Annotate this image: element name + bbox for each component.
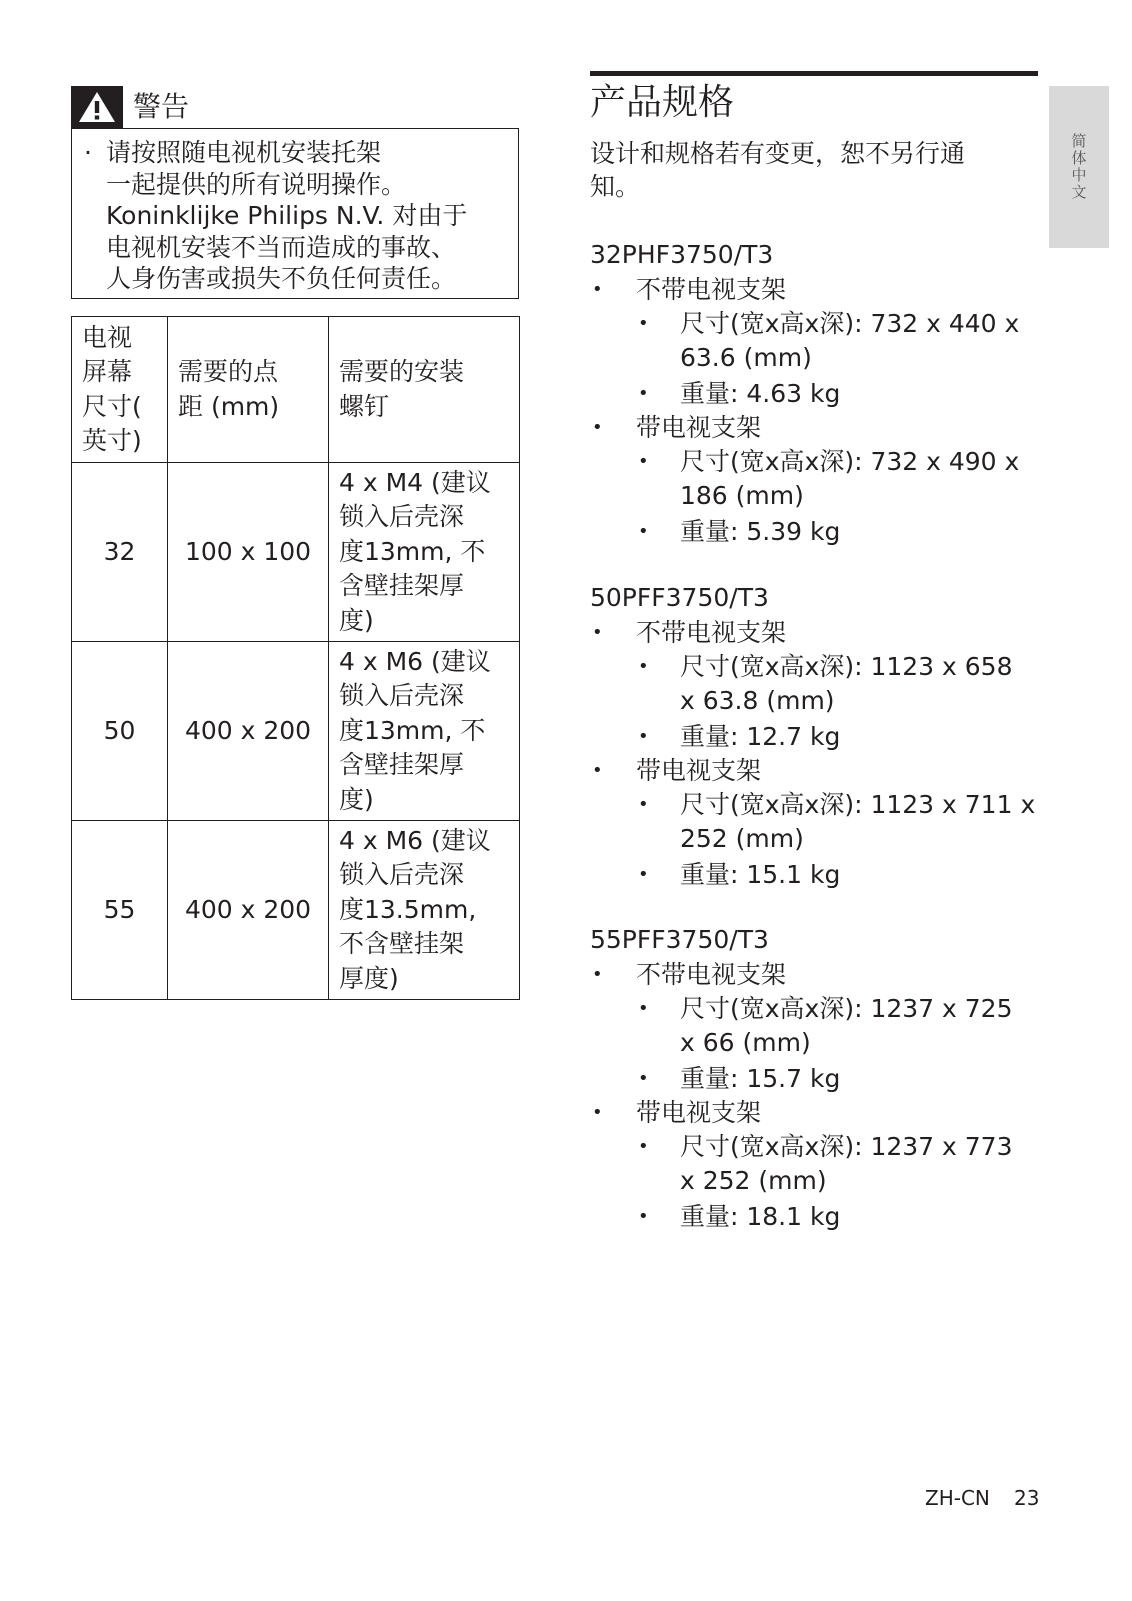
table-row	[72, 463, 520, 642]
header-screws: 需要的安装 螺钉	[329, 317, 520, 463]
table-row	[72, 642, 520, 821]
list-item-without-stand: • 不带电视支架	[590, 958, 1040, 992]
cell-screen-size: 32	[72, 463, 168, 642]
table-header-row	[72, 317, 520, 463]
list-item-dimensions: • 尺寸(宽x高x深): 1237 x 725 x 66 (mm)	[590, 992, 1040, 1060]
model-spec-50	[590, 580, 1040, 892]
table-row	[72, 821, 520, 1000]
cell-screws: 4 x M4 (建议 锁入后壳深 度13mm, 不 含壁挂架厚 度)	[329, 463, 520, 642]
warning-title: 警告	[133, 90, 190, 123]
model-name: 50PFF3750/T3	[590, 583, 769, 612]
warning-text-line: Koninklijke Philips N.V. 对由于	[106, 201, 468, 230]
warning-box	[71, 128, 519, 299]
wall-mount-table	[71, 316, 520, 1000]
list-item-weight: • 重量: 4.63 kg	[590, 377, 1040, 411]
list-item-dimensions: • 尺寸(宽x高x深): 1237 x 773 x 252 (mm)	[590, 1130, 1040, 1198]
list-item-weight: • 重量: 5.39 kg	[590, 515, 1040, 549]
model-name: 55PFF3750/T3	[590, 925, 769, 954]
list-item-dimensions: • 尺寸(宽x高x深): 1123 x 658 x 63.8 (mm)	[590, 650, 1040, 718]
model-spec-55	[590, 922, 1040, 1234]
list-item-dimensions: • 尺寸(宽x高x深): 732 x 490 x 186 (mm)	[590, 445, 1040, 513]
warning-header	[71, 86, 189, 128]
list-item-without-stand: • 不带电视支架	[590, 273, 1040, 307]
footer-language-code: ZH-CN	[925, 1486, 990, 1510]
section-title: 产品规格	[590, 82, 735, 123]
cell-screws: 4 x M6 (建议 锁入后壳深 度13mm, 不 含壁挂架厚 度)	[329, 642, 520, 821]
list-item-with-stand: • 带电视支架	[590, 1096, 1040, 1130]
page-number: 23	[1014, 1486, 1040, 1510]
warning-bullet: ·	[84, 138, 92, 167]
list-item-without-stand: • 不带电视支架	[590, 616, 1040, 650]
cell-hole-pitch: 400 x 200	[168, 642, 329, 821]
warning-text-line: · 请按照随电视机安装托架	[84, 138, 382, 167]
model-name: 32PHF3750/T3	[590, 240, 774, 269]
list-item-weight: • 重量: 15.1 kg	[590, 858, 1040, 892]
list-item-weight: • 重量: 12.7 kg	[590, 720, 1040, 754]
list-item-with-stand: • 带电视支架	[590, 411, 1040, 445]
list-item-weight: • 重量: 18.1 kg	[590, 1200, 1040, 1234]
section-intro: 设计和规格若有变更，恕不另行通 知。	[590, 139, 966, 201]
cell-screws: 4 x M6 (建议 锁入后壳深 度13.5mm, 不含壁挂架 厚度)	[329, 821, 520, 1000]
model-spec-32	[590, 237, 1040, 549]
warning-text-line: 一起提供的所有说明操作。	[106, 169, 407, 199]
cell-hole-pitch: 100 x 100	[168, 463, 329, 642]
warning-text-line: 电视机安装不当而造成的事故、	[106, 232, 457, 262]
list-item-dimensions: • 尺寸(宽x高x深): 732 x 440 x 63.6 (mm)	[590, 307, 1040, 375]
section-rule	[590, 71, 1038, 76]
language-tab-label: 简体中文	[1069, 133, 1088, 201]
language-side-tab	[1049, 86, 1109, 248]
warning-text-line: 人身伤害或损失不负任何责任。	[106, 264, 457, 293]
header-screen-size: 电视 屏幕 尺寸( 英寸)	[72, 317, 168, 463]
list-item-with-stand: • 带电视支架	[590, 754, 1040, 788]
warning-triangle-icon	[71, 86, 123, 128]
cell-hole-pitch: 400 x 200	[168, 821, 329, 1000]
list-item-weight: • 重量: 15.7 kg	[590, 1062, 1040, 1096]
cell-screen-size: 55	[72, 821, 168, 1000]
list-item-dimensions: • 尺寸(宽x高x深): 1123 x 711 x 252 (mm)	[590, 788, 1040, 856]
cell-screen-size: 50	[72, 642, 168, 821]
header-hole-pitch: 需要的点 距 (mm)	[168, 317, 329, 463]
